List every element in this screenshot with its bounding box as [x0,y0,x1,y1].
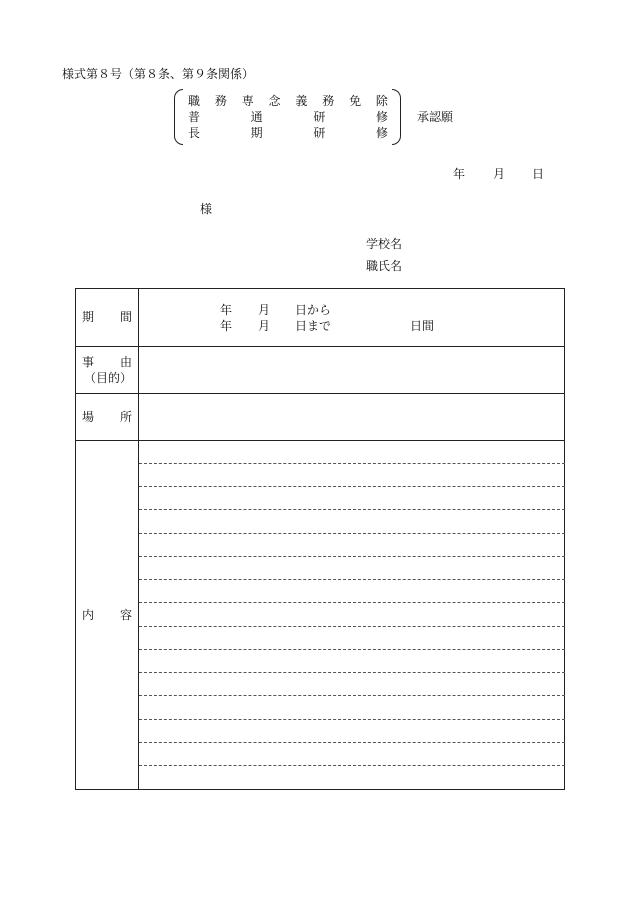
char: 修 [375,126,388,140]
char: 務 [322,94,335,108]
char: 職 [188,94,201,108]
content-writing-line[interactable] [139,626,565,627]
content-writing-line[interactable] [139,695,565,696]
approval-request-title: 承認願 [417,110,454,124]
char: 義 [295,94,308,108]
staff-name-label: 職氏名 [366,259,403,273]
char: 長 [188,126,201,140]
form-number: 様式第８号（第８条、第９条関係） [62,67,255,81]
right-brace [392,89,401,145]
date-day-label: 日 [532,167,545,181]
reason-label: 事 由 [82,355,132,369]
content-label: 内 容 [82,608,132,622]
date-month-label: 月 [493,167,506,181]
content-writing-line[interactable] [139,649,565,650]
char: 通 [250,110,263,124]
char: 研 [313,110,326,124]
content-writing-line[interactable] [139,672,565,673]
content-writing-line[interactable] [139,556,565,557]
application-table [75,288,565,790]
period-from-month-field[interactable]: 月 [258,303,271,317]
request-type-long-training [188,127,388,141]
content-writing-line[interactable] [139,719,565,720]
content-writing-line[interactable] [139,579,565,580]
request-type-exemption [188,95,388,109]
period-days-field[interactable]: 日間 [410,319,435,333]
period-to-year-field[interactable]: 年 [220,319,233,333]
period-to-month-field[interactable]: 月 [258,319,271,333]
left-brace [174,89,183,145]
content-writing-line[interactable] [139,463,565,464]
period-from-day-field[interactable]: 日から [295,303,332,317]
content-writing-line[interactable] [139,509,565,510]
char: 研 [313,126,326,140]
table-column-divider [138,288,139,790]
addressee-suffix: 様 [200,202,213,216]
period-label: 期 間 [82,310,132,324]
place-label: 場 所 [82,410,132,424]
school-name-label: 学校名 [366,237,403,251]
content-writing-line[interactable] [139,533,565,534]
char: 専 [241,94,254,108]
reason-purpose-label: （目的） [84,371,133,385]
content-writing-line[interactable] [139,765,565,766]
char: 念 [268,94,281,108]
char: 除 [375,94,388,108]
content-writing-line[interactable] [139,742,565,743]
table-row-divider [75,440,565,441]
char: 免 [349,94,362,108]
char: 務 [214,94,227,108]
period-from-year-field[interactable]: 年 [220,303,233,317]
request-type-normal-training [188,111,388,125]
char: 期 [250,126,263,140]
date-year-label: 年 [453,167,466,181]
char: 普 [188,110,201,124]
content-writing-line[interactable] [139,602,565,603]
content-writing-line[interactable] [139,486,565,487]
table-row-divider [75,393,565,394]
period-to-day-field[interactable]: 日まで [295,319,332,333]
table-row-divider [75,346,565,347]
char: 修 [375,110,388,124]
